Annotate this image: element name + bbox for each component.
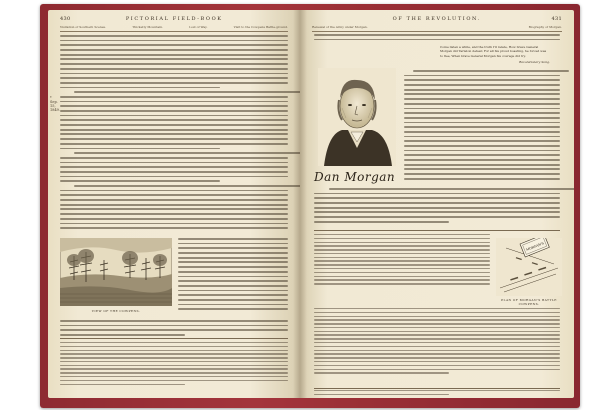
text-line <box>314 361 560 362</box>
text-line <box>314 268 490 269</box>
text-line <box>60 223 288 225</box>
text-line <box>314 312 560 313</box>
text-line <box>60 380 288 381</box>
text-line <box>60 119 288 121</box>
text-line <box>314 350 560 351</box>
text-line <box>314 257 490 258</box>
text-line <box>314 234 490 235</box>
text-line <box>314 279 490 280</box>
text-line <box>60 105 288 107</box>
text-line <box>74 152 300 154</box>
text-line <box>314 249 490 250</box>
text-line <box>60 77 288 79</box>
right-page-header <box>312 14 562 24</box>
text-line <box>60 325 288 327</box>
text-line <box>314 211 560 213</box>
text-line <box>404 75 560 77</box>
text-line <box>60 227 288 229</box>
right-subheads <box>312 25 562 32</box>
text-line <box>314 221 449 223</box>
text-line <box>404 103 560 105</box>
text-line <box>404 140 560 142</box>
text-line <box>314 390 560 391</box>
text-line <box>178 276 288 278</box>
left-margin-note: * Sep. 15, 1849. <box>50 96 61 112</box>
text-line <box>60 35 288 37</box>
right-footnote-rule <box>314 230 560 231</box>
left-footnote-rule <box>60 338 288 339</box>
text-line <box>60 213 288 215</box>
text-line <box>60 73 288 75</box>
text-line <box>404 131 560 133</box>
text-line <box>314 353 560 354</box>
left-subhead-2: Thicketty Mountain. <box>132 25 164 29</box>
text-line <box>314 346 560 347</box>
text-line <box>404 89 560 91</box>
text-line <box>178 304 288 306</box>
text-line <box>74 185 300 187</box>
text-line <box>404 164 560 166</box>
text-line <box>404 126 560 128</box>
text-line <box>314 319 560 320</box>
text-line <box>314 260 490 261</box>
text-line <box>314 283 490 284</box>
battle-plan-caption: PLAN OF MORGAN'S BATTLE COWPENS. <box>501 298 557 306</box>
text-line <box>178 266 288 268</box>
text-line <box>60 350 288 351</box>
text-line <box>404 178 560 180</box>
text-line <box>404 98 560 100</box>
text-line <box>60 171 288 173</box>
text-line <box>404 173 560 175</box>
text-line <box>60 208 288 210</box>
text-line <box>60 54 288 56</box>
verse-credit: Revolutionary Song. <box>519 60 550 65</box>
left-subheads <box>60 25 288 32</box>
text-line <box>60 334 185 336</box>
text-line <box>404 79 560 81</box>
right-bottom-footnote <box>314 390 560 398</box>
text-line <box>60 82 288 84</box>
text-line <box>314 272 490 273</box>
text-line <box>314 323 560 324</box>
text-line <box>60 138 288 140</box>
text-line <box>314 365 560 366</box>
text-line <box>314 34 560 36</box>
text-line <box>404 117 560 119</box>
right-subhead-1: Renewal of the Army under Morgan. <box>312 25 368 29</box>
text-line <box>314 216 560 218</box>
text-line <box>314 197 560 199</box>
verse-block <box>440 45 550 64</box>
text-line <box>60 68 288 70</box>
text-line <box>60 96 288 98</box>
left-subhead-1: Visitation of Southern Scenes. <box>60 25 107 29</box>
text-line <box>404 93 560 95</box>
left-page-number: 430 <box>60 16 71 22</box>
left-subhead-4: Visit to the Cowpens Battle-ground. <box>233 25 288 29</box>
text-line <box>178 261 288 263</box>
text-line <box>314 264 490 265</box>
text-line <box>404 122 560 124</box>
text-line <box>314 338 560 339</box>
text-line <box>60 368 288 369</box>
right-page-number: 431 <box>551 16 562 22</box>
text-line <box>314 207 560 209</box>
left-page-header <box>60 14 288 24</box>
text-line <box>314 39 560 41</box>
right-footnotes <box>314 234 490 287</box>
text-line <box>60 384 185 385</box>
text-line <box>178 238 288 240</box>
text-line <box>60 342 288 343</box>
text-line <box>314 242 490 243</box>
text-line <box>314 342 560 343</box>
text-line <box>314 308 560 309</box>
text-line <box>178 271 288 273</box>
text-line <box>314 357 560 358</box>
text-line <box>74 91 300 93</box>
text-line <box>60 353 288 354</box>
text-line <box>60 166 288 168</box>
text-line <box>60 199 288 201</box>
text-line <box>60 44 288 46</box>
text-line <box>60 87 220 89</box>
text-line <box>404 159 560 161</box>
text-line <box>404 112 560 114</box>
text-line <box>314 316 560 317</box>
text-line <box>60 176 288 178</box>
right-running-title: OF THE REVOLUTION. <box>392 16 481 22</box>
text-line <box>178 308 288 310</box>
text-line <box>60 133 288 135</box>
morgan-portrait <box>318 68 396 166</box>
text-line <box>60 376 288 377</box>
text-line <box>314 334 560 335</box>
text-line <box>314 253 490 254</box>
text-line <box>314 394 449 395</box>
text-line <box>60 63 288 65</box>
text-line <box>60 357 288 358</box>
right-body-text-beside-portrait <box>404 70 560 183</box>
left-body-text-beside-figure <box>178 238 288 313</box>
text-line <box>314 372 449 373</box>
text-line <box>178 280 288 282</box>
text-line <box>178 290 288 292</box>
left-body-text-lower <box>60 320 288 339</box>
text-line <box>60 110 288 112</box>
cowpens-engraving <box>60 238 172 306</box>
text-line <box>404 136 560 138</box>
text-line <box>60 129 288 131</box>
text-line <box>404 168 560 170</box>
text-line <box>178 252 288 254</box>
text-line <box>60 361 288 362</box>
right-subhead-2: Biography of Morgan. <box>528 25 562 29</box>
text-line <box>60 49 288 51</box>
text-line <box>314 369 560 370</box>
text-line <box>60 365 288 366</box>
text-line <box>329 188 574 190</box>
text-line <box>314 238 490 239</box>
text-line <box>404 84 560 86</box>
left-subhead-3: Lost of Way. <box>189 25 208 29</box>
text-line <box>404 145 560 147</box>
text-line <box>314 193 560 195</box>
text-line <box>60 40 288 42</box>
verse-text: Come listen a while, and the truth I'll relate, How brave General Morgan did Tarleton defeat; For all his proud boasting, he forced was to flee, When brave General Morgan his courage did try. <box>440 45 547 58</box>
right-bottom-rule <box>314 388 560 389</box>
left-page <box>48 10 300 398</box>
text-line <box>60 320 288 322</box>
text-line <box>60 346 288 347</box>
text-line <box>60 180 220 182</box>
right-page <box>300 10 574 398</box>
text-line <box>314 331 560 332</box>
text-line <box>178 299 288 301</box>
text-line <box>60 148 220 150</box>
left-running-title: PICTORIAL FIELD-BOOK <box>125 16 223 22</box>
text-line <box>314 327 560 328</box>
text-line <box>178 247 288 249</box>
text-line <box>60 162 288 164</box>
text-line <box>60 204 288 206</box>
text-line <box>178 243 288 245</box>
morgan-signature: Dan Morgan <box>314 170 396 184</box>
text-line <box>178 257 288 259</box>
text-line <box>60 58 288 60</box>
right-body-text-lower <box>314 308 560 376</box>
left-footnotes <box>60 342 288 387</box>
cowpens-caption: VIEW OF THE COWPENS. <box>91 309 141 313</box>
right-body-text-middle <box>314 188 560 226</box>
text-line <box>60 194 288 196</box>
text-line <box>60 190 288 192</box>
text-line <box>60 329 288 331</box>
right-body-text-top <box>314 34 560 43</box>
text-line <box>314 202 560 204</box>
text-line <box>60 101 288 103</box>
text-line <box>60 143 288 145</box>
text-line <box>60 218 288 220</box>
text-line <box>178 285 288 287</box>
text-line <box>60 124 288 126</box>
battle-plan-figure <box>496 238 562 296</box>
left-body-text-top <box>60 35 288 232</box>
text-line <box>404 154 560 156</box>
text-line <box>314 276 490 277</box>
text-line <box>314 245 490 246</box>
text-line <box>60 115 288 117</box>
battle-plan-seal-text: MORGAN'S <box>525 241 545 252</box>
text-line <box>413 70 569 72</box>
text-line <box>60 372 288 373</box>
text-line <box>404 150 560 152</box>
text-line <box>404 108 560 110</box>
text-line <box>60 157 288 159</box>
text-line <box>178 294 288 296</box>
